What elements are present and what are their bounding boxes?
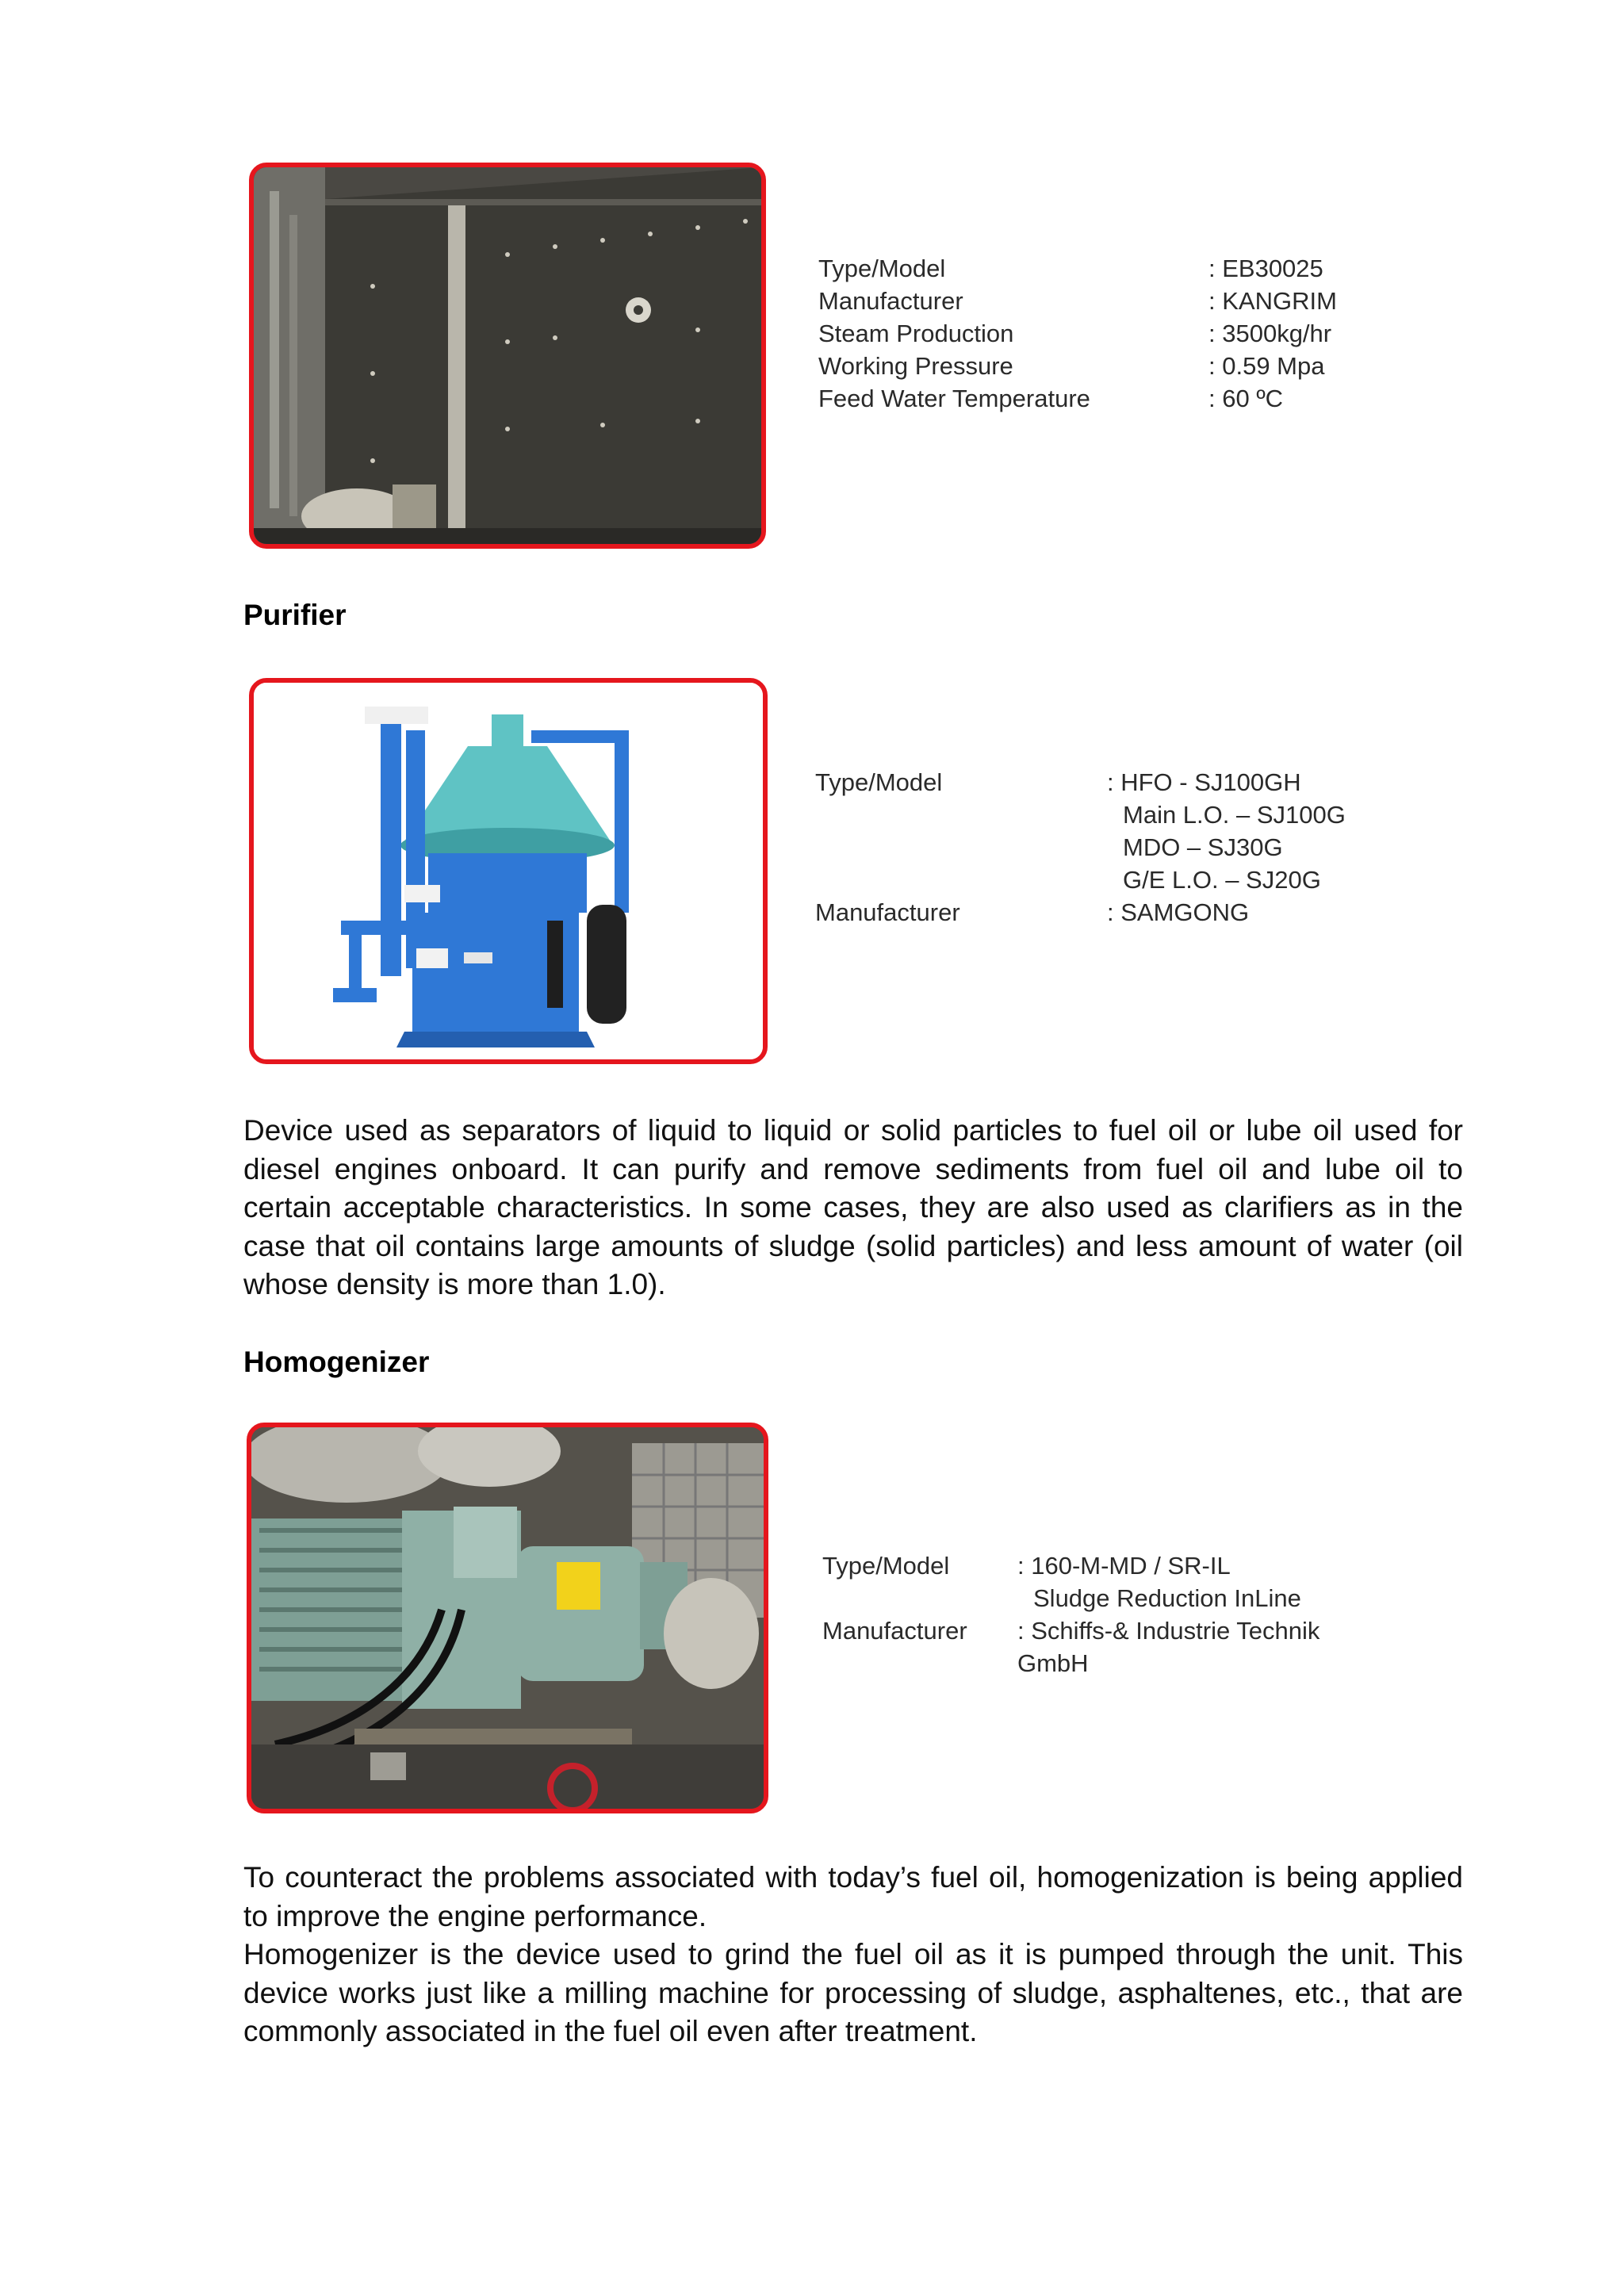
homogenizer-description-text-1: To counteract the problems associated with today’s fuel oil, homogenization is being applied to improve the engine performance. xyxy=(243,1861,1463,1932)
spec-row xyxy=(822,1582,1425,1614)
spec-row xyxy=(815,831,1418,864)
spec-row xyxy=(818,350,1389,382)
purifier-spec-table xyxy=(815,766,1418,929)
purifier-photo xyxy=(249,678,768,1064)
spec-value: : 160-M-MD / SR-IL xyxy=(1017,1552,1231,1580)
homogenizer-photo xyxy=(247,1423,768,1813)
spec-row xyxy=(822,1549,1425,1582)
spec-label: Working Pressure xyxy=(818,352,1013,380)
homogenizer-heading: Homogenizer xyxy=(243,1346,430,1378)
spec-label: Steam Production xyxy=(818,320,1014,347)
spec-label: Manufacturer xyxy=(822,1617,967,1645)
spec-row xyxy=(815,864,1418,896)
homogenizer-description xyxy=(243,1859,1463,2051)
spec-row xyxy=(818,252,1389,285)
purifier-heading: Purifier xyxy=(243,599,347,631)
spec-value: : 0.59 Mpa xyxy=(1208,352,1325,380)
spec-row xyxy=(818,317,1389,350)
spec-value: Sludge Reduction InLine xyxy=(1033,1584,1301,1612)
spec-label: Type/Model xyxy=(815,768,943,796)
homogenizer-photo-icon xyxy=(251,1427,764,1809)
spec-row xyxy=(815,766,1418,798)
boiler-spec-table xyxy=(818,252,1389,415)
spec-value: GmbH xyxy=(1017,1649,1089,1677)
homogenizer-description-text-2: Homogenizer is the device used to grind the fuel oil as it is pumped through the unit. This device works just like a milling machine for processing of sludge, asphaltenes, etc., that are commonly associated in the fuel oil even after treatment. xyxy=(243,1938,1463,2047)
spec-value: : HFO - SJ100GH xyxy=(1107,768,1301,796)
spec-value: : Schiffs-& Industrie Technik xyxy=(1017,1617,1320,1645)
spec-value: : 3500kg/hr xyxy=(1208,320,1332,347)
spec-value: MDO – SJ30G xyxy=(1123,833,1283,861)
spec-row xyxy=(815,798,1418,831)
purifier-description-text: Device used as separators of liquid to liquid or solid particles to fuel oil or lube oil used for diesel engines onboard. It can purify and remove sediments from fuel oil and lube oil to certain acceptable characteristics. In some cases, they are also used as clarifiers as in the case that oil contains large amounts of sludge (solid particles) and less amount of water (oil whose density is more than 1.0). xyxy=(243,1114,1463,1300)
spec-row xyxy=(818,285,1389,317)
spec-value: : KANGRIM xyxy=(1208,287,1337,315)
spec-row xyxy=(818,382,1389,415)
spec-label: Manufacturer xyxy=(815,898,960,926)
spec-row xyxy=(822,1647,1425,1679)
spec-value: : EB30025 xyxy=(1208,255,1323,282)
spec-label: Type/Model xyxy=(822,1552,950,1580)
purifier-description xyxy=(243,1112,1463,1304)
spec-value: G/E L.O. – SJ20G xyxy=(1123,866,1321,894)
spec-label: Manufacturer xyxy=(818,287,963,315)
purifier-photo-icon xyxy=(254,683,763,1059)
homogenizer-spec-table xyxy=(822,1549,1425,1679)
spec-label: Feed Water Temperature xyxy=(818,385,1090,412)
spec-value: : SAMGONG xyxy=(1107,898,1250,926)
spec-row xyxy=(815,896,1418,929)
spec-value: : 60 ºC xyxy=(1208,385,1284,412)
spec-value: Main L.O. – SJ100G xyxy=(1123,801,1346,829)
spec-row xyxy=(822,1614,1425,1647)
boiler-photo-icon xyxy=(254,167,761,544)
spec-label: Type/Model xyxy=(818,255,946,282)
boiler-photo xyxy=(249,163,766,549)
